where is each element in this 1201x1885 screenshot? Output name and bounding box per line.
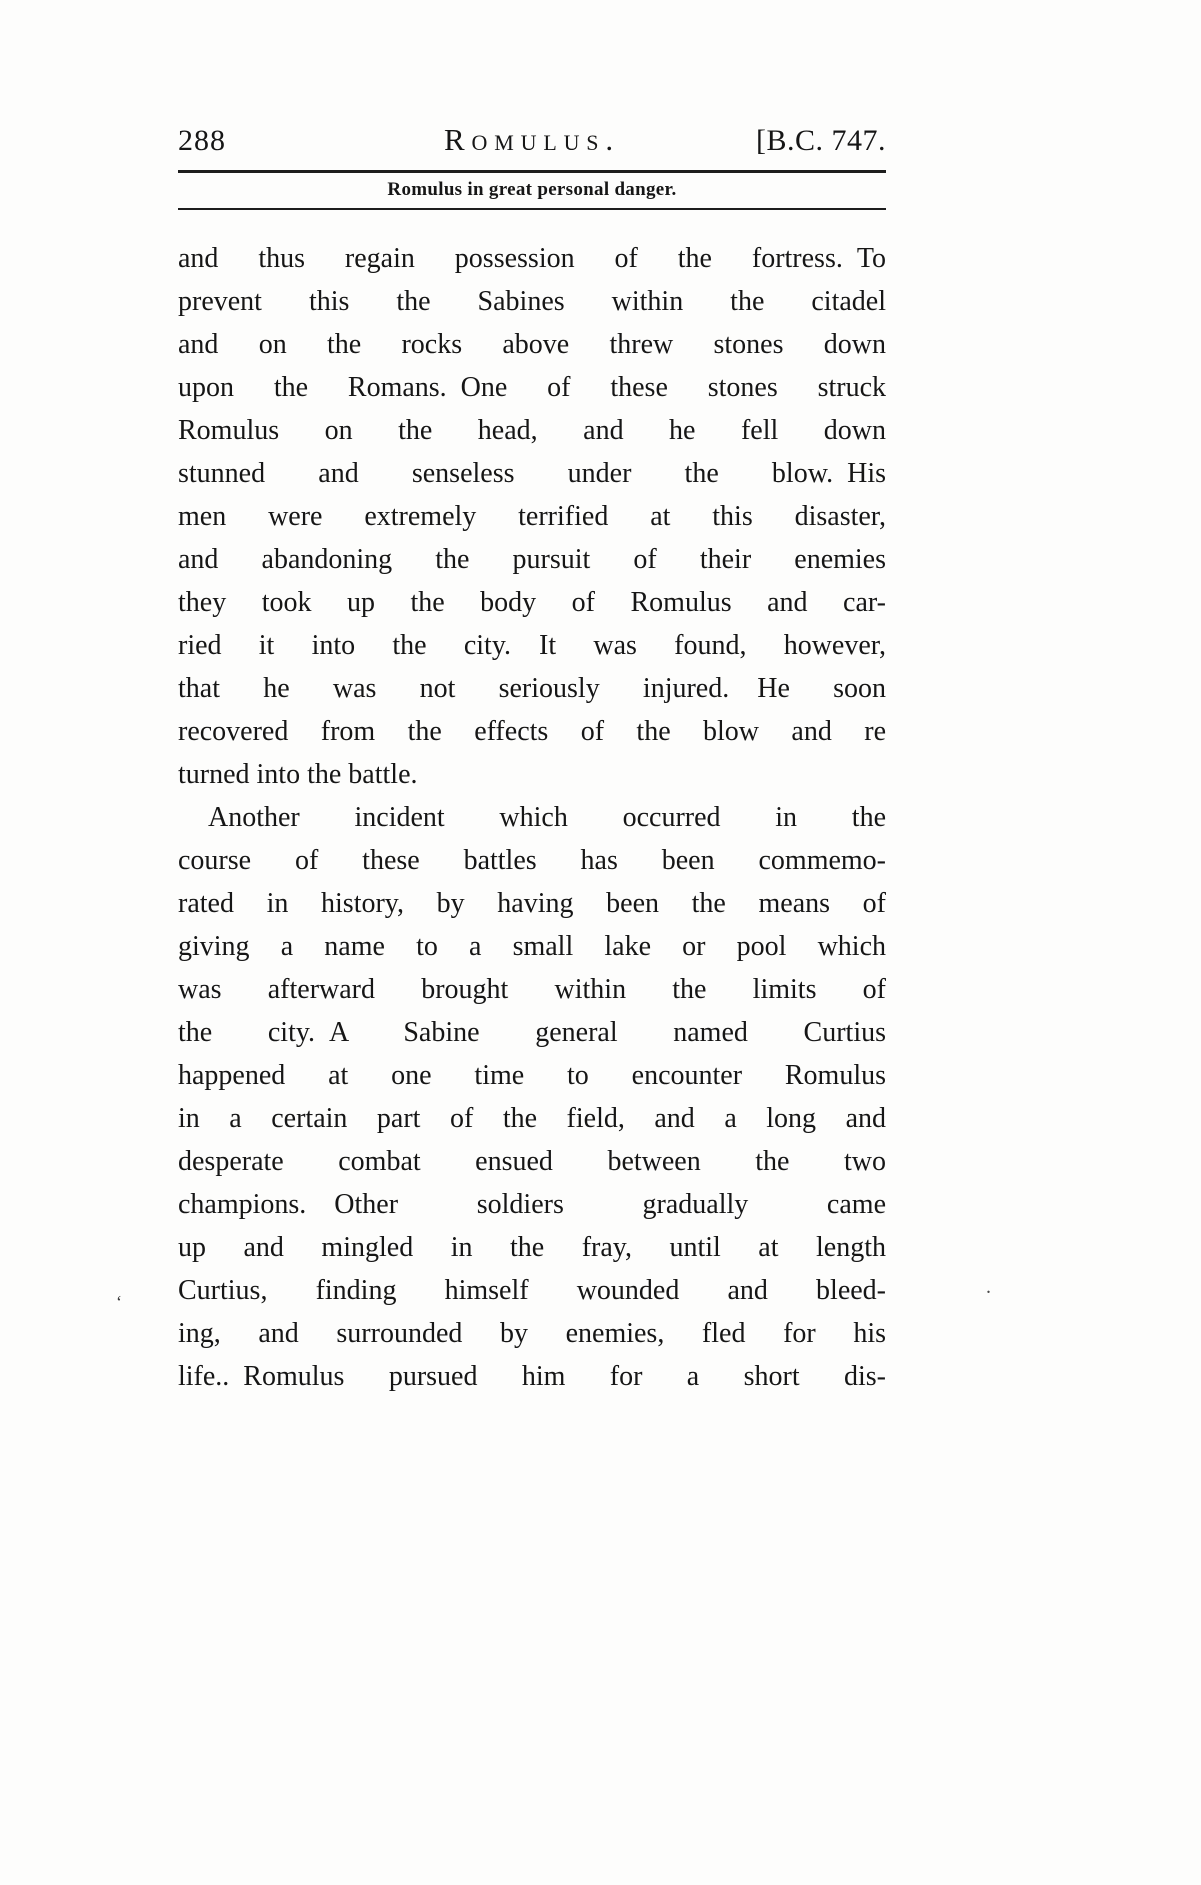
divider-rule-bottom: [178, 208, 886, 210]
text-line: Curtius, finding himself wounded and bleed-: [178, 1274, 886, 1306]
text-line: in a certain part of the field, and a long and: [178, 1102, 886, 1134]
edge-stray-dot: .: [986, 1276, 991, 1298]
text-line: men were extremely terrified at this disaster,: [178, 500, 886, 532]
text-line: they took up the body of Romulus and car-: [178, 586, 886, 618]
text-line: Another incident which occurred in the: [208, 801, 886, 833]
text-line: that he was not seriously injured. He soon: [178, 672, 886, 704]
text-line: and abandoning the pursuit of their enemies: [178, 543, 886, 575]
text-line: and on the rocks above threw stones down: [178, 328, 886, 360]
date-header: [B.C. 747.: [755, 124, 886, 157]
text-line: turned into the battle.: [178, 758, 418, 790]
text-line: champions. Other soldiers gradually came: [178, 1188, 886, 1220]
text-line: desperate combat ensued between the two: [178, 1145, 886, 1177]
page-number: 288: [178, 124, 226, 157]
page-header: [178, 122, 886, 158]
text-line: prevent this the Sabines within the citadel: [178, 285, 886, 317]
running-caption: Romulus in great personal danger.: [387, 179, 677, 200]
text-line: up and mingled in the fray, until at length: [178, 1231, 886, 1263]
text-line: rated in history, by having been the means of: [178, 887, 886, 919]
text-line: recovered from the effects of the blow and re: [178, 715, 886, 747]
body-text: [178, 237, 886, 1398]
divider-rule-top: [178, 170, 886, 173]
text-line: giving a name to a small lake or pool which: [178, 930, 886, 962]
text-block: [178, 122, 886, 1398]
text-line: was afterward brought within the limits of: [178, 973, 886, 1005]
text-line: ing, and surrounded by enemies, fled for his: [178, 1317, 886, 1349]
margin-stray-mark: ‘: [116, 1292, 122, 1312]
running-title: Romulus.: [444, 122, 620, 157]
text-line: upon the Romans. One of these stones struck: [178, 371, 886, 403]
text-line: course of these battles has been commemo-: [178, 844, 886, 876]
text-line: and thus regain possession of the fortress. To: [178, 242, 886, 274]
text-line: stunned and senseless under the blow. His: [178, 457, 886, 489]
text-line: life.. Romulus pursued him for a short dis-: [178, 1360, 886, 1392]
text-line: ried it into the city. It was found, however,: [178, 629, 886, 661]
text-line: Romulus on the head, and he fell down: [178, 414, 886, 446]
text-line: the city. A Sabine general named Curtius: [178, 1016, 886, 1048]
text-line: happened at one time to encounter Romulus: [178, 1059, 886, 1091]
